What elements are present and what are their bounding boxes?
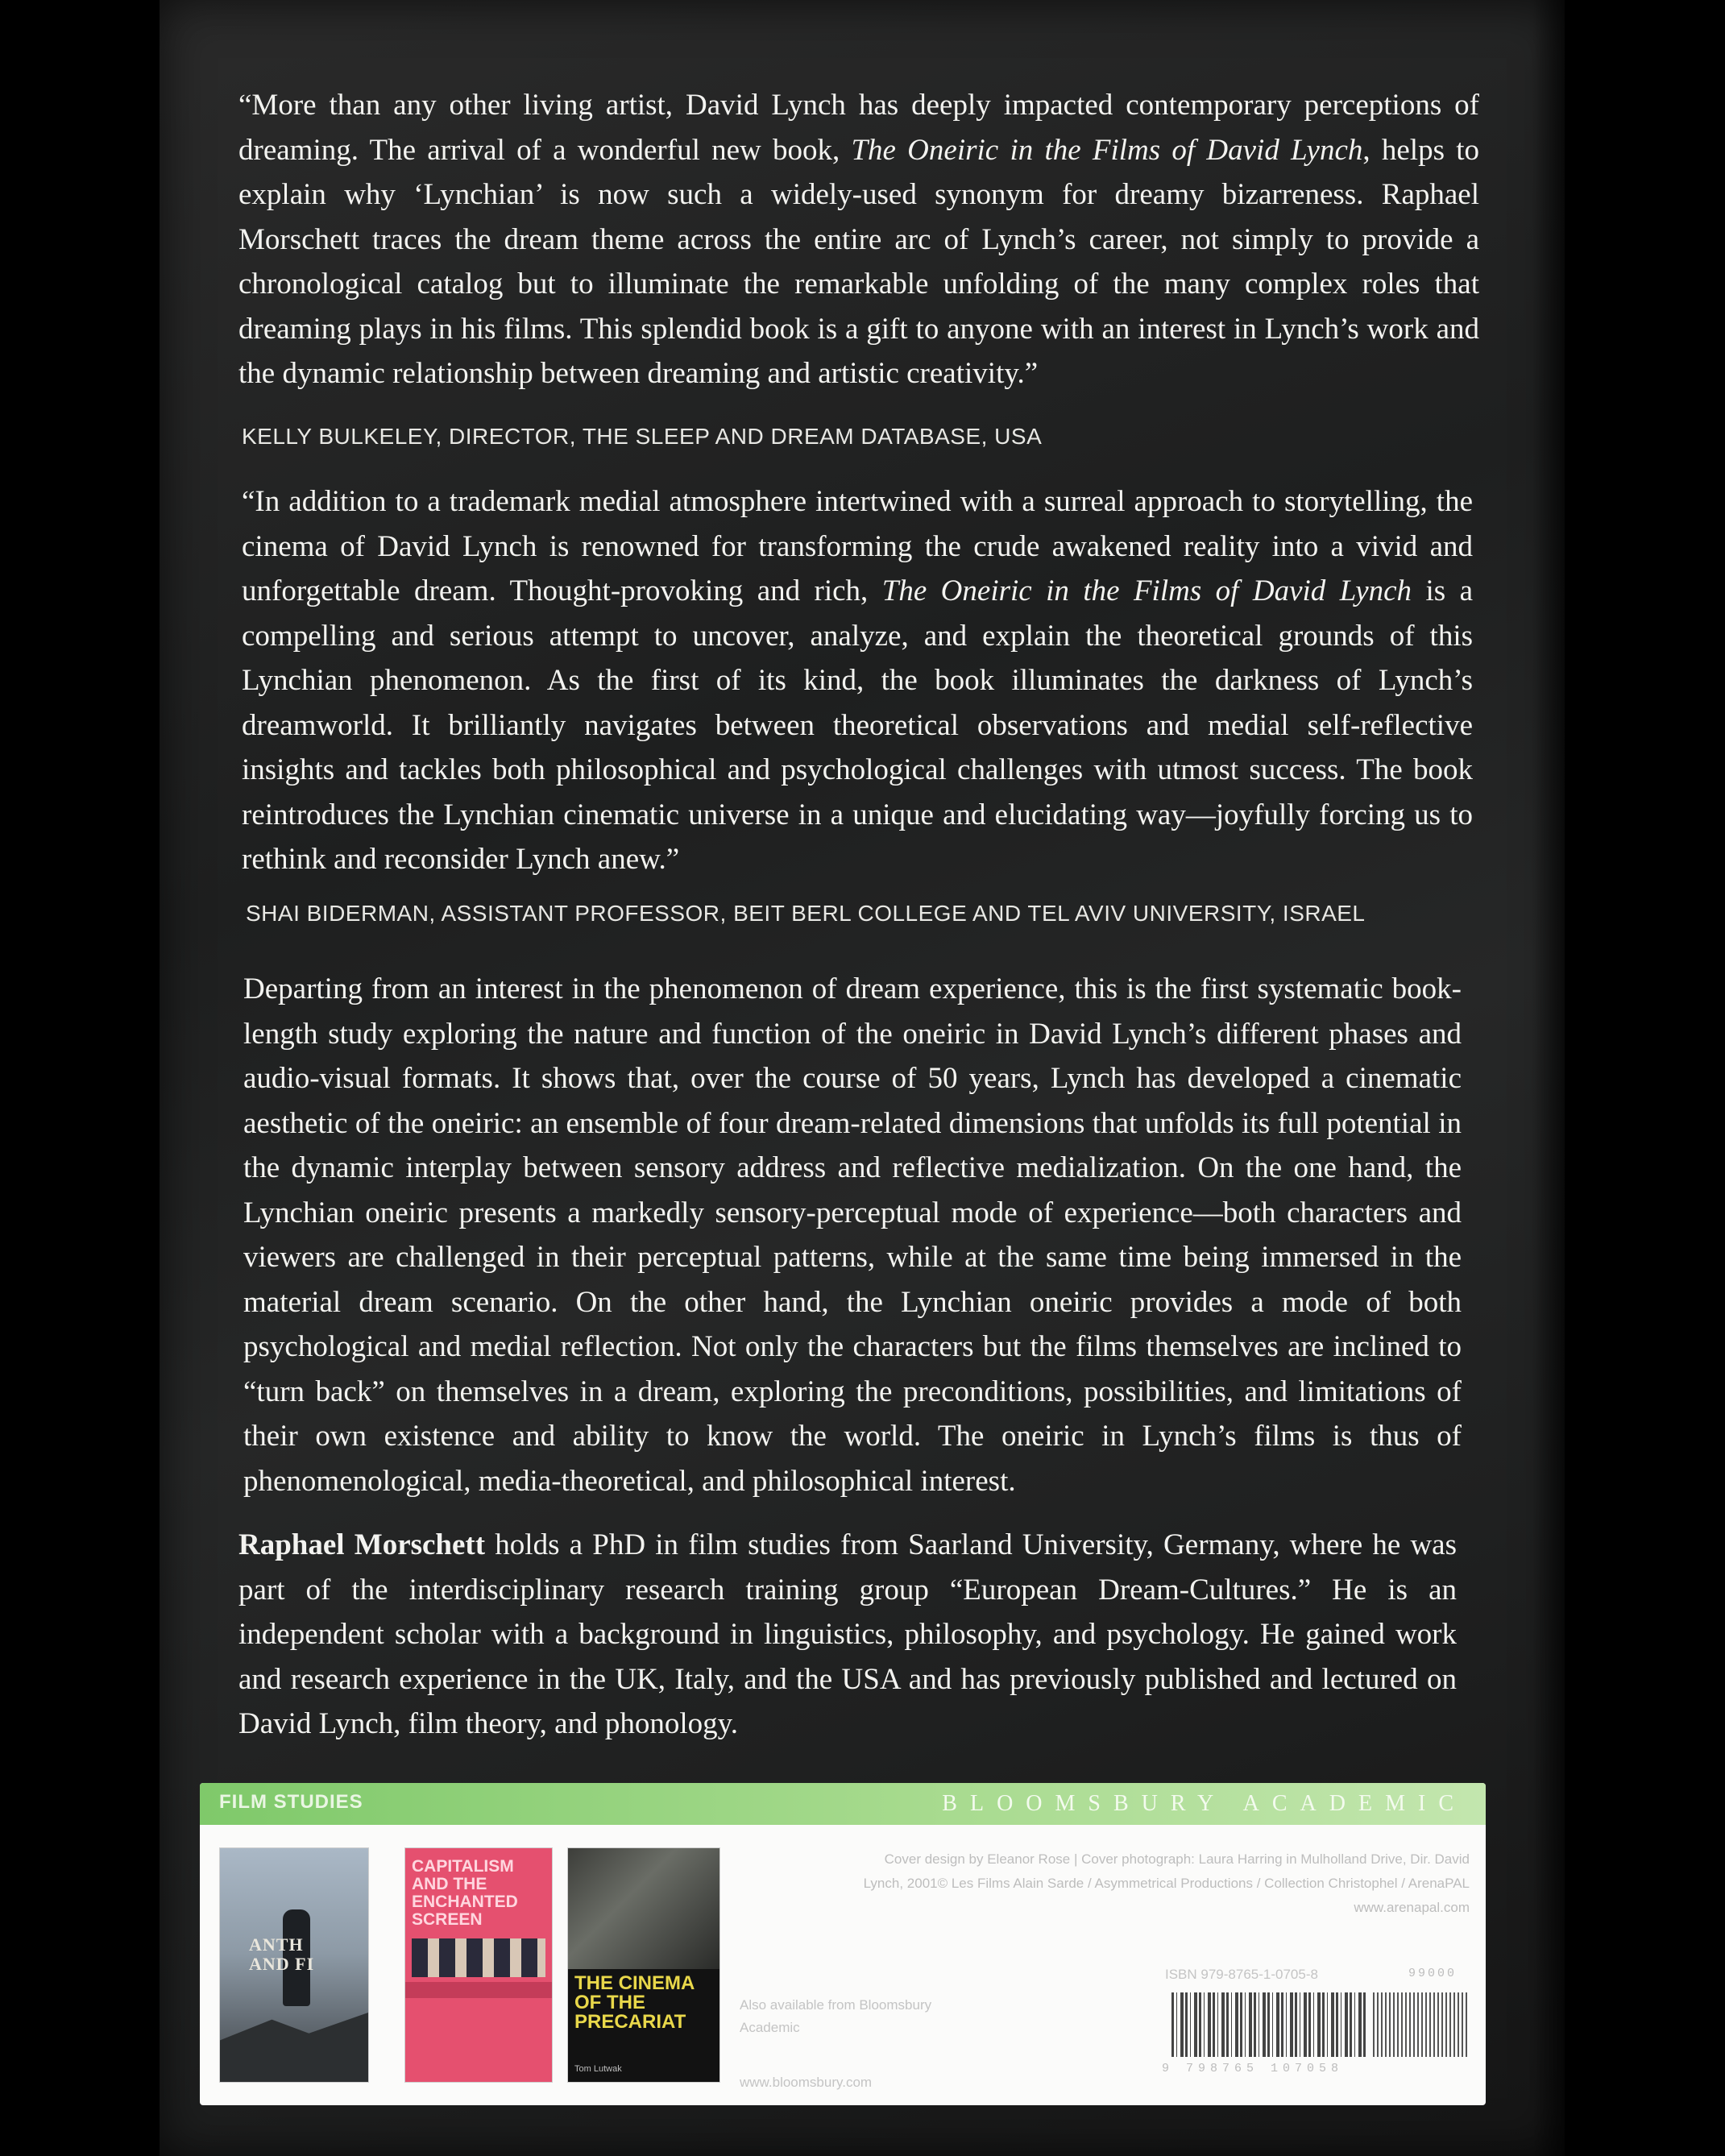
category-label: FILM STUDIES	[219, 1791, 363, 1813]
cover-credits: Cover design by Eleanor Rose | Cover photograph: Laura Harring in Mulholland Drive, Dir. David Lynch, 2001© Les Films Alain Sarde / Asymmetrical Productions / Collection Christophel / ArenaPAL www.arenapal.com	[863, 1851, 1470, 1915]
rock-shape	[220, 2013, 368, 2082]
thumbnail-3-title: THE CINEMA OF THE PRECARIAT	[574, 1972, 695, 2033]
price-code: 99000	[1408, 1967, 1458, 1980]
also-available-note	[740, 1994, 933, 2090]
thumbnail-2-faces	[412, 1938, 545, 1977]
blurb-1: “More than any other living artist, David Lynch has deeply impacted contemporary perceptions of dreaming. The arrival of a wonderful new book, The Oneiric in the Films of David Lynch, helps to explain why ‘Lynchian’ is now such a widely-used synonym for dreamy bizarreness. Raphael Morschett traces the dream theme across the entire arc of Lynch’s career, not simply to provide a chronological catalog but to illuminate the remarkable unfolding of the many complex roles that dreaming plays in his films. This splendid book is a gift to anyone with an interest in Lynch’s work and the dynamic relationship between dreaming and artistic creativity.”	[238, 89, 1479, 390]
price-barcode	[1366, 1992, 1468, 2057]
thumbnail-3-photo	[568, 1848, 719, 1969]
author-bio: Raphael Morschett holds a PhD in film studies from Saarland University, Germany, where he was part of the interdisciplinary research training group “European Dream-Cultures.” He is an independent scholar with a background in linguistics, philosophy, and psychology. He gained work and research experience in the UK, Italy, and the USA and has previously published and lectured on David Lynch, film theory, and phonology.	[238, 1528, 1458, 1740]
barcode-digits: 9 798765 107058	[1162, 2062, 1344, 2075]
related-book-thumbnail-2	[404, 1847, 553, 2083]
publisher-panel	[200, 1783, 1486, 2105]
related-book-thumbnail-3	[567, 1847, 720, 2083]
blurb-1-book-title: The Oneiric in the Films of David Lynch	[851, 133, 1363, 167]
related-book-thumbnail-1	[219, 1847, 369, 2083]
blurb-2: “In addition to a trademark medial atmosphere intertwined with a surreal approach to storytelling, the cinema of David Lynch is renowned for transforming the crude awakened reality into a vivid and unforgettable dream. Thought-provoking and rich, The Oneiric in the Films of David Lynch is a compelling and serious attempt to uncover, analyze, and explain the theoretical grounds of this Lynchian phenomenon. As the first of its kind, the book illuminates the darkness of Lynch’s dreamworld. It brilliantly navigates between theoretical observations and medial self-reflective insights and tackles both philosophical and psychological challenges with utmost success. The book reintroduces the Lynchian cinematic universe in a unique and elucidating way—joyfully forcing us to rethink and reconsider Lynch anew.”	[242, 485, 1474, 876]
book-description: Departing from an interest in the phenomenon of dream experience, this is the first systematic book-length study exploring the nature and function of the oneiric in David Lynch’s different phases and audio-visual formats. It shows that, over the course of 50 years, Lynch has developed a cinematic aesthetic of the oneiric: an ensemble of four dream-related dimensions that unfolds its full potential in the dynamic interplay between sensory address and reflective medialization. On the one hand, the Lynchian oneiric presents a markedly sensory-perceptual mode of experience—both characters and viewers are challenged in their perceptual patterns, while at the same time being immersed in the material dream scenario. On the other hand, the Lynchian oneiric provides a mode of both psychological and medial reflection. Not only the characters but the films themselves are inclined to “turn back” on themselves in a dream, exploring the preconditions, possibilities, and limitations of their own existence and ability to know the world. The oneiric in Lynch’s films is thus of phenomenological, media-theoretical, and philosophical interest.	[243, 972, 1462, 1498]
thumbnail-1-title: ANTH AND FI	[249, 1934, 315, 1974]
thumbnail-2-band	[405, 1982, 552, 1998]
author-name: Raphael Morschett	[238, 1528, 486, 1561]
category-bar	[200, 1783, 1486, 1825]
thumbnail-3-author: Tom Lutwak	[574, 2064, 622, 2074]
website-link[interactable]: www.bloomsbury.com	[740, 2075, 873, 2090]
isbn-label: ISBN 979-8765-1-0705-8	[1165, 1967, 1318, 1982]
thumbnail-2-title: CAPITALISM AND THE ENCHANTED SCREEN	[412, 1857, 518, 1929]
blurb-1-attribution: KELLY BULKELEY, DIRECTOR, THE SLEEP AND DREAM DATABASE, USA	[242, 424, 1043, 449]
also-available-text: Also available from Bloomsbury Academic	[740, 1997, 932, 2035]
blurb-2-attribution: SHAI BIDERMAN, ASSISTANT PROFESSOR, BEIT BERL COLLEGE AND TEL AVIV UNIVERSITY, ISRAEL	[246, 901, 1366, 926]
blurb-2-book-title: The Oneiric in the Films of David Lynch	[881, 574, 1412, 607]
publisher-name: BLOOMSBURY ACADEMIC	[942, 1791, 1466, 1816]
